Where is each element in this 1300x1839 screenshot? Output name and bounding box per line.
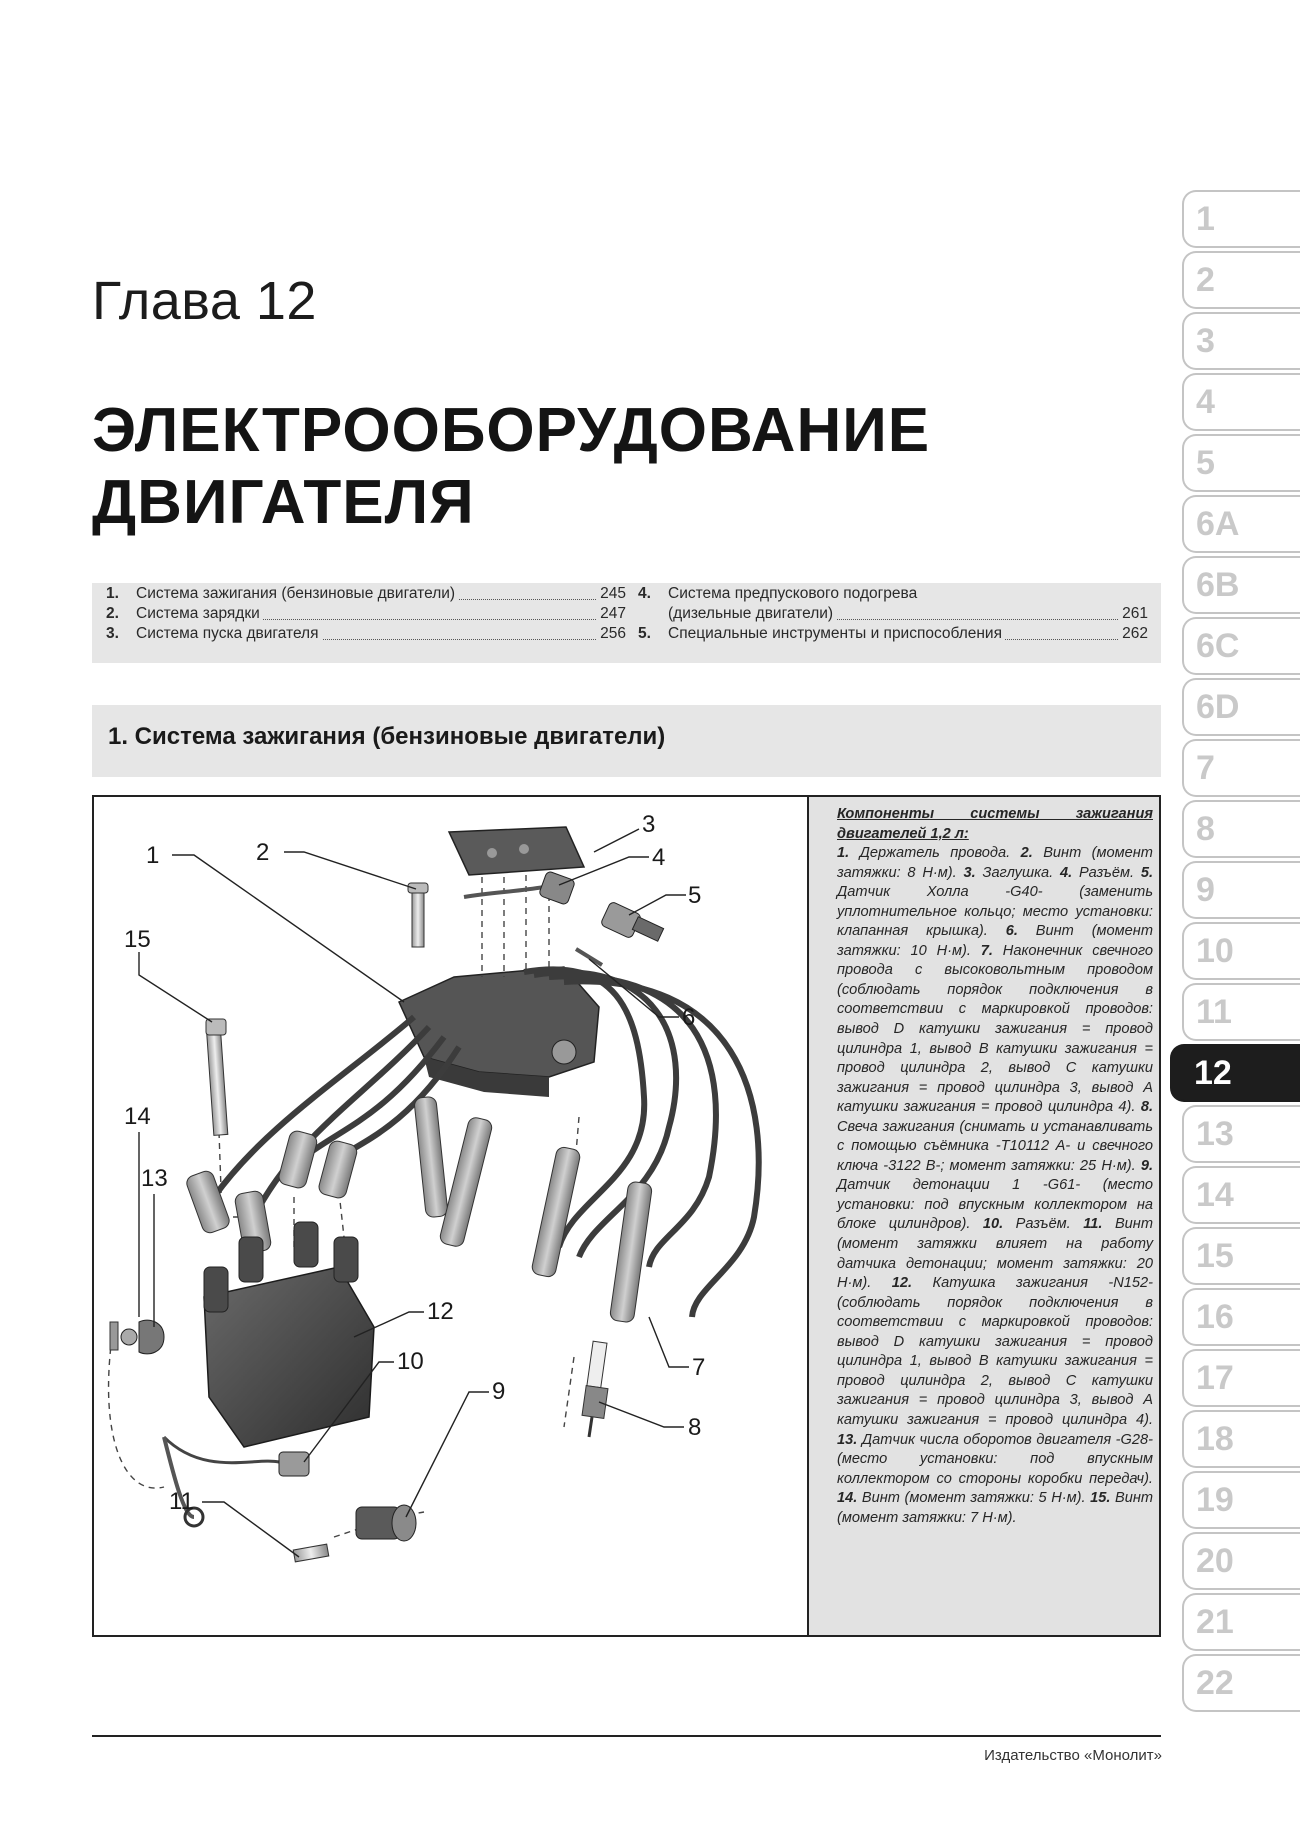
legend-items: 1. Держатель провода. 2. Винт (момент затяжки: 8 Н·м). 3. Заглушка. 4. Разъём. 5. Датчик Холла -G40- (заменить уплотнительное кольцо; место установки: клапанная крышка). 6. Винт (момент затяжки: 10 Н·м). 7. Наконечник свечного провода с высоковольтным проводом (соблюдать порядок подключения в соответствии с маркировкой проводов: вывод D катушки зажигания = провод цилиндра 1, вывод B катушки зажигания = провод цилиндра 2, вывод C катушки зажигания = провод цилиндра 3, вывод A катушки зажигания = провод цилиндра 4). 8. Свеча зажигания (снимать и устанавливать с помощью съёмника -T10112 A- и свечного ключа -3122 B-; момент затяжки: 25 Н·м). 9. Датчик детонации 1 -G61- (место установки: под впускным коллектором на блоке цилиндров). 10. Разъём. 11. Винт (момент затяжки влияет на работу датчика детонации; момент затяжки: 20 Н·м). 12. Катушка зажигания -N152- (соблюдать порядок подключения в соответствии с маркировкой проводов: вывод D катушки зажигания = провод цилиндра 1, вывод B катушки зажигания = провод цилиндра 2, вывод C катушки зажигания = провод цилиндра 3, вывод A катушки зажигания = провод цилиндра 4). 13. Датчик числа оборотов двигателя -G28- (место установки: под впускным коллектором со стороны коробки передач). 14. Винт (момент затяжки: 5 Н·м). 15. Винт (момент затяжки: 7 Н·м).	[837, 845, 1154, 1526]
section-header	[92, 705, 1161, 777]
chapter-label: Глава 12	[92, 271, 317, 331]
tab-22[interactable]: 22	[1182, 1654, 1300, 1712]
callout-3: 3	[642, 811, 656, 838]
tab-6a[interactable]: 6A	[1182, 495, 1300, 553]
bolt-15	[206, 1019, 228, 1135]
callout-11: 11	[169, 1488, 194, 1515]
toc-item[interactable]: (дизельные двигатели) 261	[638, 604, 1148, 624]
callout-6: 6	[682, 1004, 696, 1031]
knock-sensor-9	[356, 1505, 416, 1541]
tab-1[interactable]: 1	[1182, 190, 1300, 248]
tab-6d[interactable]: 6D	[1182, 678, 1300, 736]
connector-4	[464, 871, 576, 906]
tab-15[interactable]: 15	[1182, 1227, 1300, 1285]
screw-11	[293, 1544, 329, 1562]
page-title-line2: ДВИГАТЕЛЯ	[92, 468, 475, 537]
legend-text	[837, 805, 1153, 1528]
tab-12-active[interactable]: 12	[1170, 1044, 1300, 1102]
page-title-line1: ЭЛЕКТРООБОРУДОВАНИЕ	[92, 396, 931, 465]
screw-14	[110, 1322, 118, 1350]
tab-11[interactable]: 11	[1182, 983, 1300, 1041]
tab-5[interactable]: 5	[1182, 434, 1300, 492]
tab-17[interactable]: 17	[1182, 1349, 1300, 1407]
tab-4[interactable]: 4	[1182, 373, 1300, 431]
wire-holder	[399, 967, 599, 1097]
spark-plug-8	[582, 1341, 608, 1437]
ignition-system-diagram	[92, 795, 809, 1637]
tab-2[interactable]: 2	[1182, 251, 1300, 309]
callout-10: 10	[397, 1348, 424, 1375]
diagram-svg	[94, 797, 807, 1635]
legend-heading: Компоненты системы зажигания двигателей 1,2 л:	[837, 806, 1153, 842]
callout-15: 15	[124, 926, 151, 953]
tab-7[interactable]: 7	[1182, 739, 1300, 797]
ignition-coil	[204, 1222, 374, 1447]
tab-8[interactable]: 8	[1182, 800, 1300, 858]
callout-7: 7	[692, 1354, 706, 1381]
toc-item[interactable]: 1. Система зажигания (бензиновые двигатели) 245	[106, 585, 626, 602]
callout-8: 8	[688, 1414, 702, 1441]
figure-legend	[809, 795, 1161, 1637]
callout-1: 1	[146, 842, 160, 869]
tab-10[interactable]: 10	[1182, 922, 1300, 980]
callout-4: 4	[652, 844, 666, 871]
toc-item[interactable]: 5. Специальные инструменты и приспособления 262	[638, 625, 1148, 642]
tab-3[interactable]: 3	[1182, 312, 1300, 370]
tab-9[interactable]: 9	[1182, 861, 1300, 919]
table-of-contents	[92, 583, 1161, 663]
toc-item[interactable]: 2. Система зарядки 247	[106, 605, 626, 622]
tab-14[interactable]: 14	[1182, 1166, 1300, 1224]
publisher-name: Издательство «Монолит»	[984, 1747, 1162, 1764]
tab-16[interactable]: 16	[1182, 1288, 1300, 1346]
tab-18[interactable]: 18	[1182, 1410, 1300, 1468]
tab-19[interactable]: 19	[1182, 1471, 1300, 1529]
hall-sensor-5	[600, 901, 664, 941]
section-title: 1. Система зажигания (бензиновые двигатели)	[108, 723, 666, 750]
footer-rule	[92, 1735, 1161, 1737]
tab-6b[interactable]: 6B	[1182, 556, 1300, 614]
callout-2: 2	[256, 839, 270, 866]
toc-item[interactable]: 3. Система пуска двигателя 256	[106, 625, 626, 642]
page-title	[92, 395, 930, 539]
callout-13: 13	[141, 1165, 168, 1192]
callout-14: 14	[124, 1103, 151, 1130]
cap-plate	[449, 827, 584, 875]
tab-6c[interactable]: 6C	[1182, 617, 1300, 675]
tab-21[interactable]: 21	[1182, 1593, 1300, 1651]
callout-12: 12	[427, 1298, 454, 1325]
connector-10	[164, 1437, 309, 1476]
tab-20[interactable]: 20	[1182, 1532, 1300, 1590]
screw-2	[408, 883, 428, 947]
toc-item[interactable]: 4. Система предпускового подогрева	[638, 584, 1148, 604]
screw-6	[576, 949, 602, 965]
speed-sensor-13	[121, 1320, 164, 1354]
tab-13[interactable]: 13	[1182, 1105, 1300, 1163]
callout-5: 5	[688, 882, 702, 909]
callout-9: 9	[492, 1378, 506, 1405]
